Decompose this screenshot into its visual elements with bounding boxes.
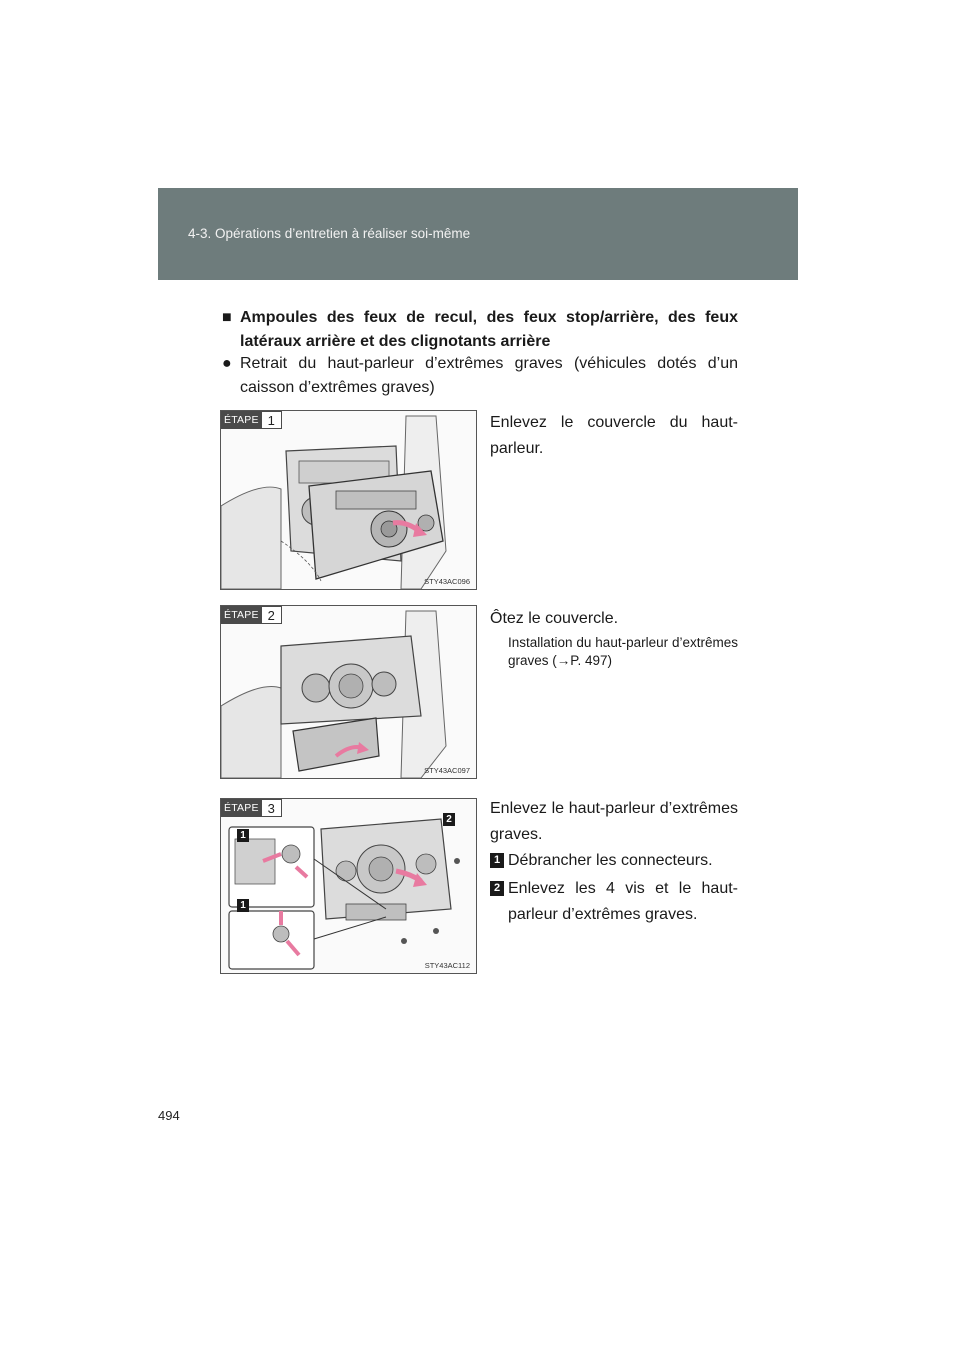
page-number: 494: [158, 1108, 180, 1123]
step-3-illustration: [221, 799, 476, 973]
step-2-note: Installation du haut-parleur d’extrêmes graves (→P. 497): [508, 635, 738, 668]
step-3-item-1: [490, 848, 738, 874]
step-2-etape-label: ÉTAPE: [221, 606, 262, 624]
step-2-figure: [220, 605, 477, 779]
step-3-callout-1b: 1: [237, 899, 249, 912]
step-1-text: Enlevez le couvercle du haut-parleur.: [490, 414, 738, 457]
step-1-tag: [221, 411, 282, 429]
step-3-item-1-badge: 1: [490, 853, 504, 868]
procedure-title: [222, 352, 738, 400]
step-3-text: Enlevez le haut-parleur d’extrêmes graves.: [490, 800, 738, 843]
step-3-callout-2: 2: [443, 813, 455, 826]
step-3-etape-label: ÉTAPE: [221, 799, 262, 817]
step-3-callout-1a: 1: [237, 829, 249, 842]
step-3-figure-code: STY43AC112: [424, 961, 470, 970]
step-3-item-2: [490, 876, 738, 928]
section-heading: [222, 306, 738, 354]
step-1-figure: [220, 410, 477, 590]
procedure-title-text: Retrait du haut-parleur d’extrêmes graves (véhicules dotés d’un caisson d’extrêmes graves): [240, 355, 738, 396]
step-1-number: 1: [262, 411, 282, 429]
section-title: 4-3. Opérations d’entretien à réaliser soi-même: [188, 226, 471, 241]
step-1-etape-label: ÉTAPE: [221, 411, 262, 429]
step-2-illustration: [221, 606, 476, 778]
step-1-illustration: [221, 411, 476, 589]
step-3-item-2-text: Enlevez les 4 vis et le haut-parleur d’extrêmes graves.: [508, 880, 738, 923]
step-3-item-1-text: Débrancher les connecteurs.: [508, 852, 713, 869]
step-3-item-2-badge: 2: [490, 881, 504, 896]
step-2-figure-code: STY43AC097: [424, 766, 470, 775]
step-3-figure: [220, 798, 477, 974]
step-3-number: 3: [262, 799, 282, 817]
section-heading-text: Ampoules des feux de recul, des feux stop/arrière, des feux latéraux arrière et des clignotants arrière: [240, 309, 738, 350]
step-3-tag: [221, 799, 282, 817]
round-bullet-icon: ●: [222, 355, 232, 372]
header-band: [158, 188, 798, 280]
step-2-text: Ôtez le couvercle.: [490, 610, 619, 627]
square-bullet-icon: ■: [222, 309, 232, 326]
step-1-figure-code: STY43AC096: [424, 577, 470, 586]
step-2-number: 2: [262, 606, 282, 624]
step-2-tag: [221, 606, 282, 624]
